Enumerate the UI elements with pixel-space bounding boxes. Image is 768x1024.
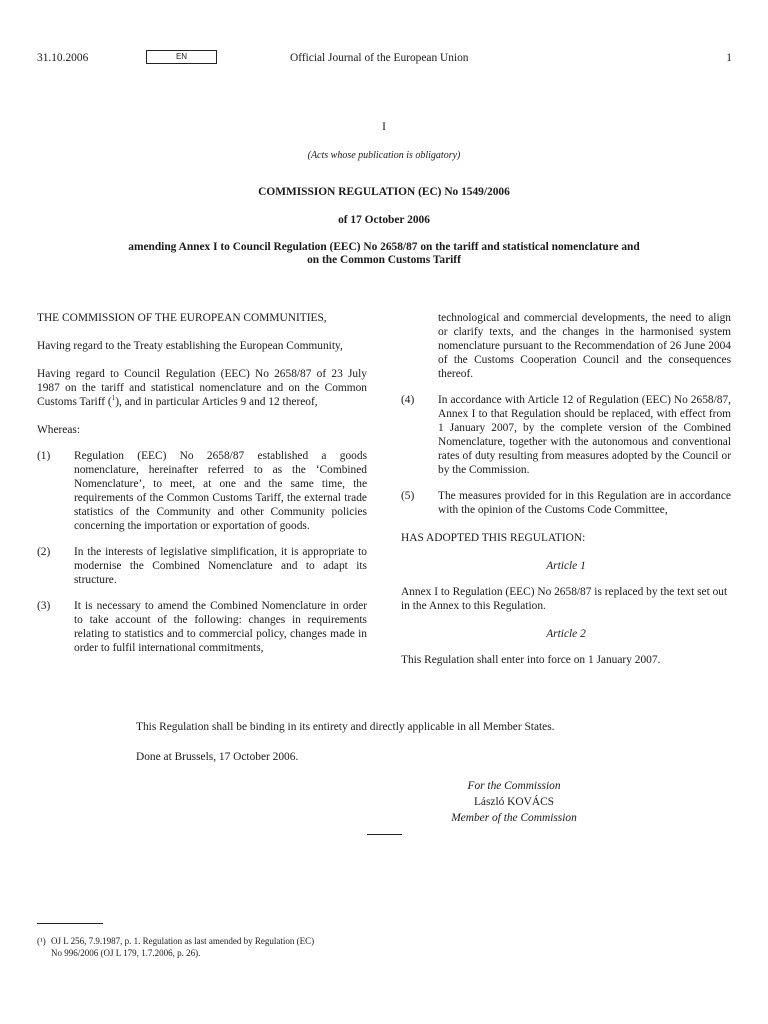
footnote-reference: 1 (111, 394, 116, 403)
article-2-text: This Regulation shall enter into force on 1 January 2007. (401, 654, 661, 666)
adopted-heading: HAS ADOPTED THIS REGULATION: (401, 532, 586, 544)
language-badge: EN (146, 50, 217, 64)
regard-council-text-b: ), and in particular Articles 9 and 12 thereof, (115, 396, 318, 408)
regard-council-regulation (37, 367, 367, 409)
footnote-divider (37, 923, 103, 924)
regard-council-text-a: Having regard to Council Regulation (EEC) No 2658/87 of 23 July 1987 on the tariff and statistical nomenclature and on the Common Customs Tariff ( (37, 368, 367, 408)
regulation-subject-line-2: on the Common Customs Tariff (307, 254, 461, 266)
recital-text: In the interests of legislative simplification, it is appropriate to modernise the Combined Nomenclature and to adapt its structure. (74, 546, 367, 586)
recital-5 (401, 489, 731, 517)
footnote-line-2: No 996/2006 (OJ L 179, 1.7.2006, p. 26). (51, 948, 201, 958)
regulation-date: of 17 October 2006 (338, 214, 430, 226)
whereas-heading: Whereas: (37, 424, 81, 436)
footnote-text (37, 935, 367, 959)
signatory-role: Member of the Commission (451, 812, 577, 824)
recital-text: It is necessary to amend the Combined Nomenclature in order to take account of the following: changes in requirements relating to statistics and to commercial policy, changes made in order to fulfil international commitments, (74, 600, 367, 654)
recital-text: In accordance with Article 12 of Regulation (EEC) No 2658/87, Annex I to that Regulation should be replaced, with effect from 1 January 2007, by the complete version of the Combined Nomenclature, together with the autonomous and conventional rates of duty resulting from measures adopted by the Council or by the Commission. (438, 394, 731, 476)
right-column (401, 311, 731, 667)
left-column (37, 311, 367, 655)
regulation-subject-line-1: amending Annex I to Council Regulation (EEC) No 2658/87 on the tariff and statistical nomenclature and (128, 241, 640, 253)
journal-title: Official Journal of the European Union (290, 52, 469, 64)
recital-2 (37, 545, 367, 587)
end-divider (367, 834, 402, 835)
regard-treaty: Having regard to the Treaty establishing the European Community, (37, 340, 343, 352)
section-subtitle: (Acts whose publication is obligatory) (307, 150, 461, 161)
regulation-title: COMMISSION REGULATION (EC) No 1549/2006 (258, 186, 510, 198)
page-number: 1 (726, 52, 732, 64)
signatory-name: László KOVÁCS (473, 796, 555, 808)
article-1-heading: Article 1 (546, 560, 586, 572)
recital-3 (37, 599, 367, 655)
recital-text: The measures provided for in this Regulation are in accordance with the opinion of the Customs Code Committee, (438, 490, 731, 516)
recital-number: (5) (401, 490, 415, 502)
signature-for: For the Commission (467, 780, 561, 792)
recital-number: (1) (37, 450, 51, 462)
article-2-heading: Article 2 (546, 628, 586, 640)
recital-number: (3) (37, 600, 51, 612)
recital-4 (401, 393, 731, 477)
publication-date: 31.10.2006 (37, 52, 89, 64)
recital-number: (2) (37, 546, 51, 558)
footnote-marker: (¹) (37, 936, 46, 946)
commission-heading: THE COMMISSION OF THE EUROPEAN COMMUNITIES, (37, 312, 327, 324)
section-number: I (382, 121, 386, 133)
binding-statement: This Regulation shall be binding in its entirety and directly applicable in all Member States. (136, 721, 555, 733)
footnote (37, 935, 367, 959)
article-1-text: Annex I to Regulation (EEC) No 2658/87 is replaced by the text set out in the Annex to this Regulation. (401, 586, 728, 612)
recital-text: technological and commercial developments, the need to align or clarify texts, and the changes in the harmonised system nomenclature pursuant to the Recommendation of 26 June 2004 of the Customs Cooperation Council and the consequences thereof. (438, 312, 731, 380)
done-at-statement: Done at Brussels, 17 October 2006. (136, 751, 299, 763)
page-header (37, 51, 732, 67)
recital-1 (37, 449, 367, 533)
footnote-line-1: OJ L 256, 7.9.1987, p. 1. Regulation as last amended by Regulation (EC) (51, 936, 315, 946)
recital-number: (4) (401, 394, 415, 406)
recital-text: Regulation (EEC) No 2658/87 established a goods nomenclature, hereinafter referred to as the ‘Combined Nomenclature’, to meet, at one and the same time, the requirements of the Common Customs Tariff, the external trade statistics of the Community and other Community policies concerning the importation or exportation of goods. (74, 450, 367, 532)
recital-3-continued (401, 311, 731, 381)
signature-name-line (380, 795, 648, 809)
